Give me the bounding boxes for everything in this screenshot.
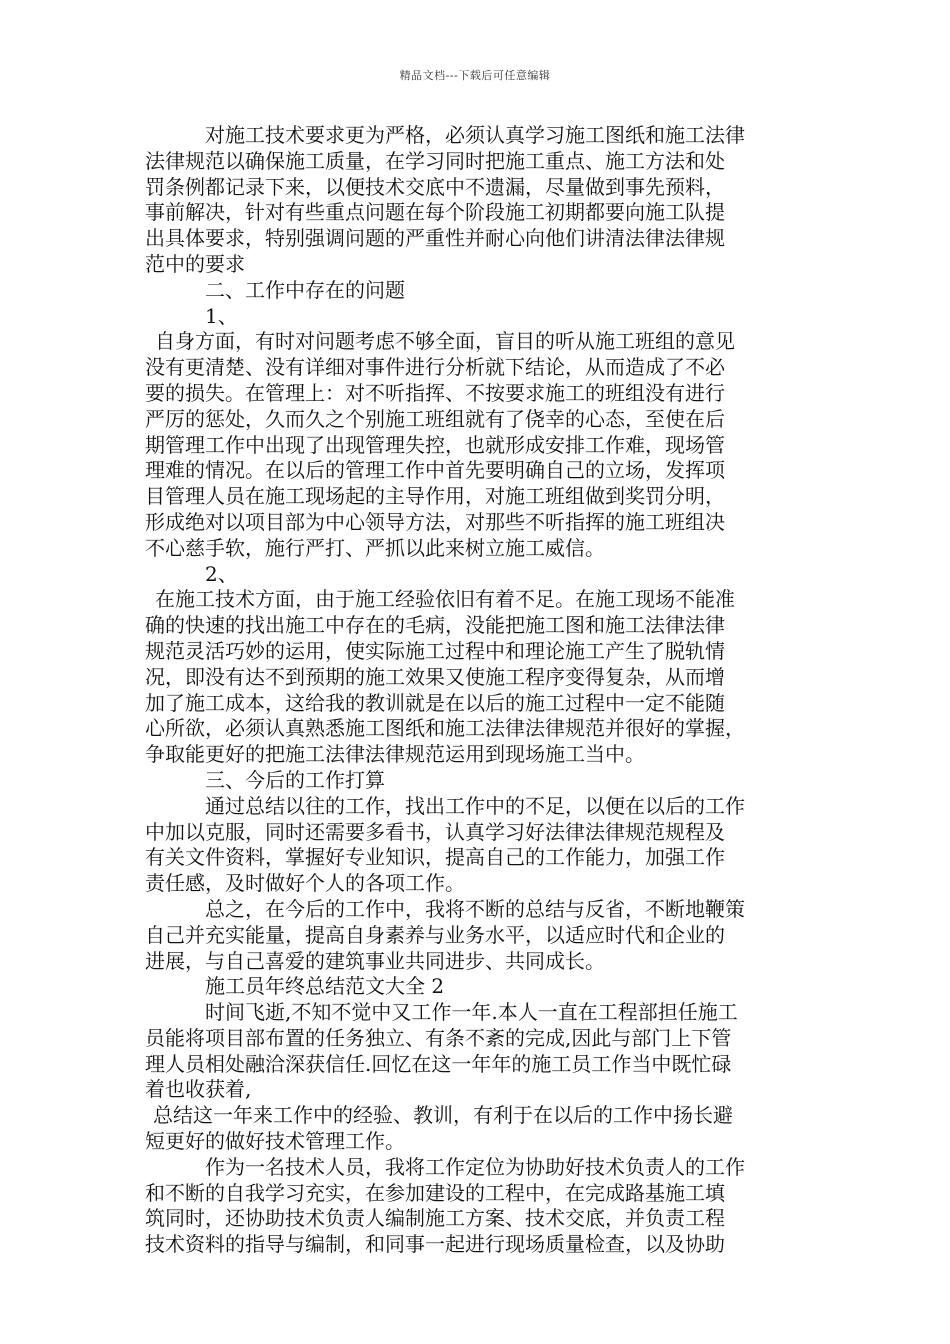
text-line: 确的快速的找出施工中存在的毛病，没能把施工图和施工法律法律	[145, 613, 725, 638]
text-line: 三、今后的工作打算	[205, 767, 385, 792]
text-line: 理难的情况。在以后的管理工作中首先要明确自己的立场，发挥项	[145, 458, 725, 483]
text-line: 自身方面，有时对问题考虑不够全面，盲目的听从施工班组的意见	[155, 329, 735, 354]
text-line: 规范灵活巧妙的运用，使实际施工过程中和理论施工产生了脱轨情	[145, 638, 725, 663]
text-line: 施工员年终总结范文大全 2	[205, 974, 445, 999]
text-line: 对施工技术要求更为严格，必须认真学习施工图纸和施工法律	[205, 123, 745, 147]
text-line: 加了施工成本，这给我的教训就是在以后的施工过程中一定不能随	[145, 690, 725, 715]
text-line: 总之，在今后的工作中，我将不断的总结与反省，不断地鞭策	[205, 896, 745, 921]
text-line: 期管理工作中出现了出现管理失控，也就形成安排工作难，现场管	[145, 432, 725, 457]
text-line: 罚条例都记录下来，以便技术交底中不遗漏，尽量做到事先预料，	[145, 174, 725, 199]
text-line: 技术资料的指导与编制，和同事一起进行现场质量检查，以及协助	[145, 1232, 725, 1257]
text-line: 自己并充实能量，提高自身素养与业务水平，以适应时代和企业的	[145, 922, 725, 947]
text-line: 出具体要求，特别强调问题的严重性并耐心向他们讲清法律法律规	[145, 226, 725, 251]
text-line: 着也收获着,	[145, 1077, 252, 1102]
text-line: 总结这一年来工作中的经验、教训，有利于在以后的工作中扬长避	[153, 1103, 733, 1128]
text-line: 理人员相处融洽深获信任.回忆在这一年年的施工员工作当中既忙碌	[145, 1051, 732, 1076]
text-line: 二、工作中存在的问题	[205, 277, 405, 302]
text-line: 责任感，及时做好个人的各项工作。	[145, 871, 465, 896]
text-line: 筑同时，还协助技术负责人编制施工方案、技术交底，并负责工程	[145, 1206, 725, 1231]
text-line: 况，即没有达不到预期的施工效果又使施工程序变得复杂，从而增	[145, 664, 725, 689]
text-line: 严厉的惩处，久而久之个别施工班组就有了侥幸的心态，至使在后	[145, 406, 725, 431]
text-line: 要的损失。在管理上：对不听指挥、不按要求施工的班组没有进行	[145, 380, 725, 405]
text-line: 法律规范以确保施工质量，在学习同时把施工重点、施工方法和处	[145, 148, 725, 173]
text-line: 短更好的做好技术管理工作。	[145, 1129, 405, 1154]
text-line: 1、	[205, 303, 238, 328]
text-line: 员能将项目部布置的任务独立、有条不紊的完成,因此与部门上下管	[145, 1025, 732, 1050]
text-line: 在施工技术方面，由于施工经验依旧有着不足。在施工现场不能准	[155, 587, 735, 612]
text-line: 时间飞逝,不知不觉中又工作一年.本人一直在工程部担任施工	[205, 1000, 738, 1025]
text-line: 进展，与自己喜爱的建筑事业共同进步、共同成长。	[145, 948, 605, 973]
text-line: 范中的要求	[145, 251, 245, 276]
text-line: 和不断的自我学习充实，在参加建设的工程中，在完成路基施工填	[145, 1180, 725, 1205]
text-line: 中加以克服，同时还需要多看书，认真学习好法律法律规范规程及	[145, 819, 725, 844]
text-line: 有关文件资料，掌握好专业知识，提高自己的工作能力，加强工作	[145, 845, 725, 870]
text-line: 没有更清楚、没有详细对事件进行分析就下结论，从而造成了不必	[145, 355, 725, 380]
text-line: 2、	[205, 561, 238, 586]
text-line: 心所欲，必须认真熟悉施工图纸和施工法律法律规范并很好的掌握，	[145, 716, 745, 741]
text-line: 争取能更好的把施工法律法律规范运用到现场施工当中。	[145, 742, 645, 767]
text-line: 通过总结以往的工作，找出工作中的不足，以便在以后的工作	[205, 793, 745, 818]
page-header: 精品文档---下载后可任意编辑	[399, 69, 551, 82]
document-body	[145, 123, 825, 1258]
text-line: 事前解决，针对有些重点问题在每个阶段施工初期都要向施工队提	[145, 200, 725, 225]
text-line: 不心慈手软，施行严打、严抓以此来树立施工威信。	[145, 535, 605, 560]
text-line: 目管理人员在施工现场起的主导作用，对施工班组做到奖罚分明，	[145, 484, 725, 509]
text-line: 形成绝对以项目部为中心领导方法，对那些不听指挥的施工班组决	[145, 509, 725, 534]
text-line: 作为一名技术人员，我将工作定位为协助好技术负责人的工作	[205, 1154, 745, 1179]
